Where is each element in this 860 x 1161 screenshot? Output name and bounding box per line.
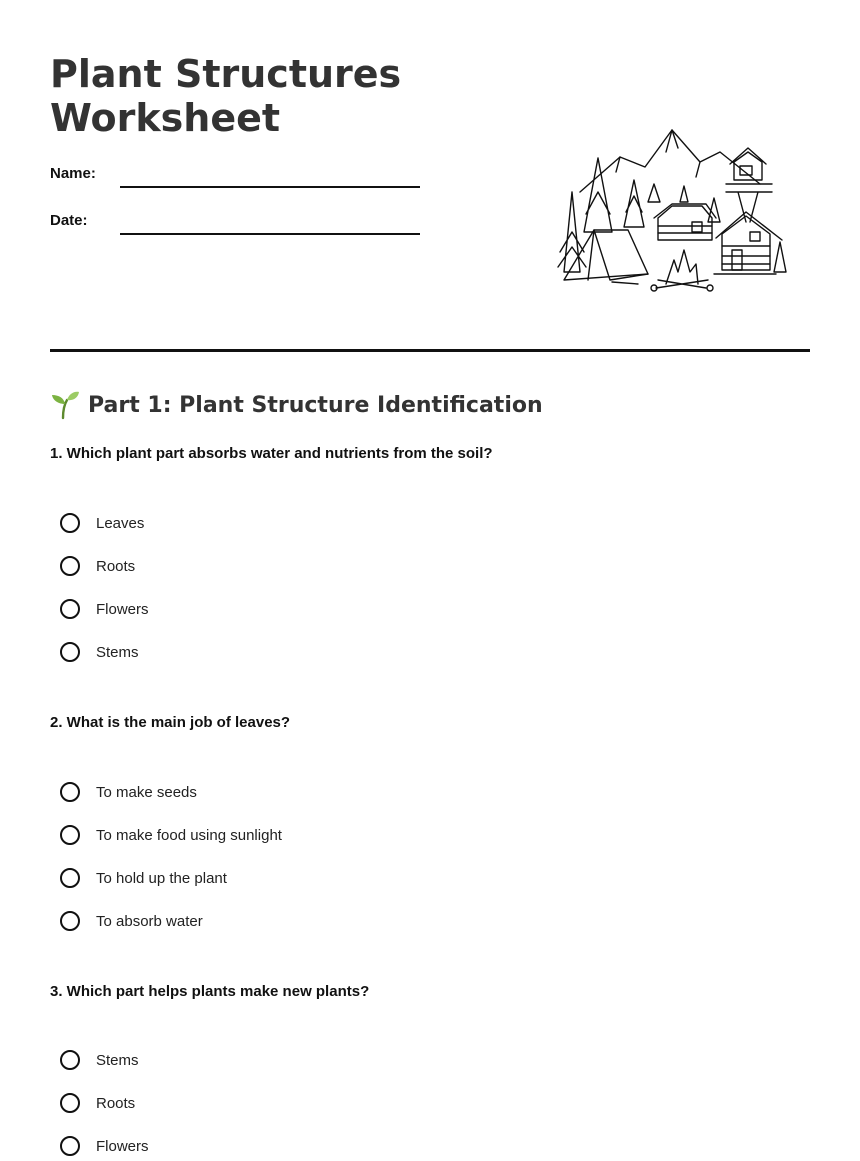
q2-option-absorb-water[interactable] bbox=[60, 909, 203, 933]
seedling-icon bbox=[50, 390, 80, 420]
date-label: Date: bbox=[50, 212, 88, 229]
date-field-line[interactable] bbox=[120, 233, 420, 235]
part1-title-text: Part 1: Plant Structure Identification bbox=[88, 392, 543, 418]
q3-option-stems[interactable] bbox=[60, 1048, 139, 1072]
q1-option-roots[interactable] bbox=[60, 554, 135, 578]
q2-option-make-seeds[interactable] bbox=[60, 780, 197, 804]
radio-button[interactable] bbox=[60, 1136, 80, 1156]
radio-button[interactable] bbox=[60, 782, 80, 802]
q3-option-flowers[interactable] bbox=[60, 1134, 149, 1158]
option-label: Flowers bbox=[96, 600, 149, 618]
option-label: To hold up the plant bbox=[96, 869, 227, 887]
radio-button[interactable] bbox=[60, 642, 80, 662]
option-label: To absorb water bbox=[96, 912, 203, 930]
q1-option-flowers[interactable] bbox=[60, 597, 149, 621]
q2-option-make-food[interactable] bbox=[60, 823, 282, 847]
radio-button[interactable] bbox=[60, 1050, 80, 1070]
radio-button[interactable] bbox=[60, 513, 80, 533]
q1-option-leaves[interactable] bbox=[60, 511, 144, 535]
radio-button[interactable] bbox=[60, 1093, 80, 1113]
title-line-1: Plant Structures bbox=[50, 52, 402, 96]
q2-option-hold-up[interactable] bbox=[60, 866, 227, 890]
option-label: Roots bbox=[96, 1094, 136, 1112]
option-label: Roots bbox=[96, 557, 136, 575]
question-2: 2. What is the main job of leaves? bbox=[50, 714, 291, 731]
option-label: Leaves bbox=[96, 514, 145, 532]
option-label: To make seeds bbox=[96, 783, 197, 801]
part1-title bbox=[50, 388, 543, 422]
q3-option-roots[interactable] bbox=[60, 1091, 135, 1115]
worksheet-title bbox=[50, 52, 401, 140]
name-label: Name: bbox=[50, 165, 96, 182]
option-label: Stems bbox=[96, 1051, 139, 1069]
option-label: Stems bbox=[96, 643, 139, 661]
radio-button[interactable] bbox=[60, 868, 80, 888]
radio-button[interactable] bbox=[60, 556, 80, 576]
title-line-2: Worksheet bbox=[50, 96, 281, 140]
radio-button[interactable] bbox=[60, 825, 80, 845]
radio-button[interactable] bbox=[60, 911, 80, 931]
q1-option-stems[interactable] bbox=[60, 640, 139, 664]
option-label: Flowers bbox=[96, 1137, 149, 1155]
option-label: To make food using sunlight bbox=[96, 826, 282, 844]
question-3: 3. Which part helps plants make new plants? bbox=[50, 983, 370, 1000]
header-divider bbox=[50, 349, 810, 352]
radio-button[interactable] bbox=[60, 599, 80, 619]
camping-cabins-mountain-illustration bbox=[550, 122, 790, 294]
question-1: 1. Which plant part absorbs water and nutrients from the soil? bbox=[50, 445, 493, 462]
name-field-line[interactable] bbox=[120, 186, 420, 188]
